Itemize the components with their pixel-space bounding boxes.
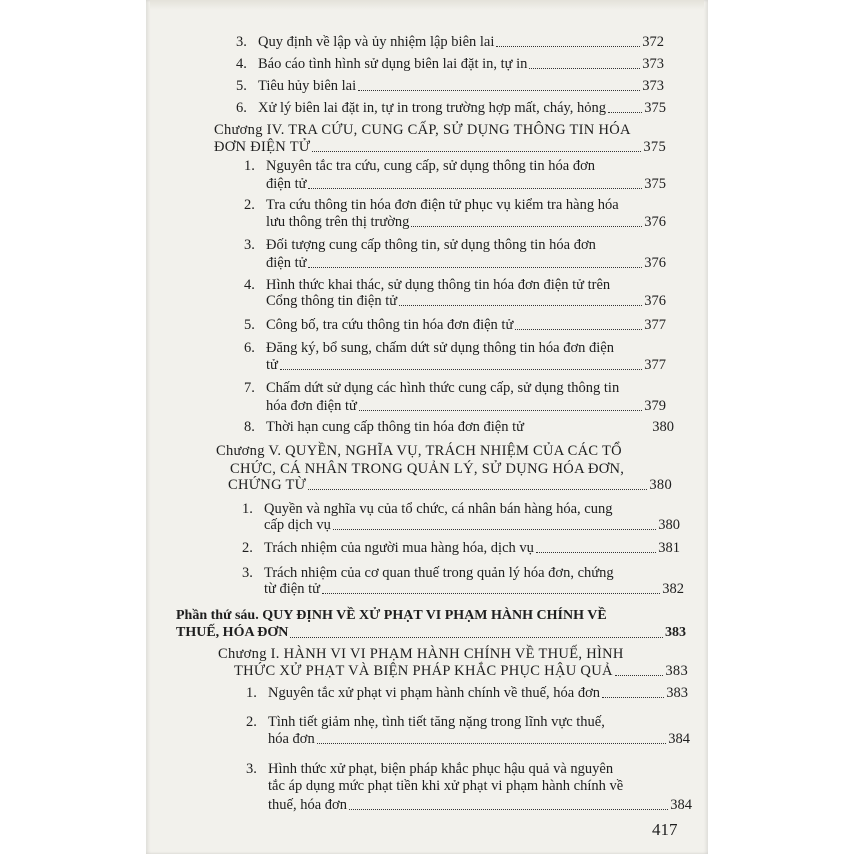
leader-dots bbox=[308, 188, 642, 189]
toc-entry-end bbox=[266, 397, 666, 415]
entry-page: 382 bbox=[662, 581, 684, 597]
leader-space bbox=[526, 431, 650, 432]
toc-entry bbox=[242, 539, 680, 557]
leader-dots bbox=[322, 593, 660, 594]
toc-entry bbox=[244, 418, 674, 436]
entry-number: 1. bbox=[246, 685, 257, 701]
entry-page: 372 bbox=[642, 34, 664, 50]
entry-title: Công bố, tra cứu thông tin hóa đơn điện tử bbox=[266, 317, 514, 333]
leader-dots bbox=[602, 697, 664, 698]
entry-title-cont: Cổng thông tin điện tử bbox=[266, 293, 398, 309]
entry-page: 373 bbox=[642, 56, 664, 72]
leader-dots bbox=[349, 809, 668, 810]
entry-number: 4. bbox=[236, 56, 247, 72]
entry-number: 2. bbox=[244, 197, 255, 213]
entry-page: 376 bbox=[644, 214, 666, 230]
entry-title-cont: tử bbox=[266, 357, 278, 373]
leader-dots bbox=[536, 552, 656, 553]
chapter-heading-text: CHỨNG TỪ bbox=[228, 477, 307, 493]
toc-entry-end bbox=[264, 580, 684, 598]
entry-title-cont: lưu thông trên thị trường bbox=[266, 214, 410, 230]
entry-page: 384 bbox=[670, 797, 692, 813]
entry-title-cont: điện tử bbox=[266, 255, 307, 271]
leader-dots bbox=[333, 529, 656, 530]
part-heading-end bbox=[176, 624, 686, 642]
entry-number: 4. bbox=[244, 277, 255, 293]
entry-number: 2. bbox=[242, 540, 253, 556]
entry-title: Trách nhiệm của cơ quan thuế trong quản lý hóa đơn, chứng bbox=[264, 565, 614, 581]
entry-title-cont: tắc áp dụng mức phạt tiền khi xử phạt vi phạm hành chính về bbox=[268, 778, 624, 794]
entry-page: 373 bbox=[642, 78, 664, 94]
leader-dots bbox=[308, 489, 647, 490]
entry-title: Hình thức khai thác, sử dụng thông tin hóa đơn điện tử trên bbox=[266, 277, 611, 293]
entry-title: Đối tượng cung cấp thông tin, sử dụng thông tin hóa đơn bbox=[266, 237, 596, 253]
toc-entry bbox=[244, 316, 666, 334]
leader-dots bbox=[411, 226, 642, 227]
chapter-heading-end bbox=[228, 476, 672, 494]
entry-page: 376 bbox=[644, 255, 666, 271]
toc-entry bbox=[236, 77, 664, 95]
entry-page: 383 bbox=[666, 685, 688, 701]
chapter-heading-text: THỨC XỬ PHẠT VÀ BIỆN PHÁP KHẮC PHỤC HẬU QUẢ bbox=[234, 663, 613, 679]
toc-entry-end bbox=[266, 254, 666, 272]
entry-title: Quy định về lập và ủy nhiệm lập biên lai bbox=[258, 34, 495, 50]
entry-number: 2. bbox=[246, 714, 257, 730]
toc-entry bbox=[246, 684, 688, 702]
entry-number: 7. bbox=[244, 380, 255, 396]
entry-page: 375 bbox=[643, 139, 666, 155]
entry-number: 6. bbox=[236, 100, 247, 116]
toc-entry bbox=[236, 33, 664, 51]
leader-dots bbox=[358, 90, 640, 91]
page-number: 417 bbox=[652, 820, 678, 839]
entry-title: Nguyên tắc xử phạt vi phạm hành chính về thuế, hóa đơn bbox=[268, 685, 601, 701]
toc-entry bbox=[236, 55, 664, 73]
leader-dots bbox=[615, 675, 664, 676]
toc-entry-end bbox=[266, 175, 666, 193]
leader-dots bbox=[317, 743, 667, 744]
entry-number: 5. bbox=[236, 78, 247, 94]
entry-title-cont: hóa đơn điện tử bbox=[266, 398, 357, 414]
entry-page: 383 bbox=[665, 663, 688, 679]
leader-dots bbox=[399, 305, 642, 306]
toc-entry-end bbox=[264, 516, 680, 534]
entry-title: Nguyên tắc tra cứu, cung cấp, sử dụng thông tin hóa đơn bbox=[266, 158, 596, 174]
entry-number: 3. bbox=[242, 565, 253, 581]
entry-number: 3. bbox=[236, 34, 247, 50]
entry-title: Tiêu hủy biên lai bbox=[258, 78, 357, 94]
entry-page: 380 bbox=[658, 517, 680, 533]
entry-page: 377 bbox=[644, 357, 666, 373]
chapter-heading-end bbox=[214, 138, 666, 156]
entry-title: Đăng ký, bổ sung, chấm dứt sử dụng thông tin hóa đơn điện bbox=[266, 340, 614, 356]
chapter-heading: Chương I. HÀNH VI VI PHẠM HÀNH CHÍNH VỀ THUẾ, HÌNH bbox=[218, 646, 624, 662]
toc-entry-end bbox=[268, 796, 692, 814]
page-top-edge bbox=[150, 0, 704, 10]
entry-page: 377 bbox=[644, 317, 666, 333]
toc-entry-end bbox=[268, 730, 690, 748]
leader-dots bbox=[280, 369, 642, 370]
leader-dots bbox=[608, 112, 642, 113]
background-right bbox=[708, 0, 854, 854]
entry-page: 375 bbox=[644, 176, 666, 192]
entry-title-cont: cấp dịch vụ bbox=[264, 517, 331, 533]
entry-number: 1. bbox=[242, 501, 253, 517]
leader-dots bbox=[359, 410, 642, 411]
entry-title: Báo cáo tình hình sử dụng biên lai đặt in, tự in bbox=[258, 56, 528, 72]
entry-number: 3. bbox=[246, 761, 257, 777]
chapter-heading: CHỨC, CÁ NHÂN TRONG QUẢN LÝ, SỬ DỤNG HÓA ĐƠN, bbox=[230, 461, 625, 477]
part-heading: Phần thứ sáu. QUY ĐỊNH VỀ XỬ PHẠT VI PHẠM HÀNH CHÍNH VỀ bbox=[176, 608, 607, 623]
entry-page: 380 bbox=[649, 477, 672, 493]
toc-entry-end bbox=[266, 213, 666, 231]
entry-title-cont: điện tử bbox=[266, 176, 307, 192]
entry-number: 8. bbox=[244, 419, 255, 435]
part-heading-text: THUẾ, HÓA ĐƠN bbox=[176, 625, 289, 640]
toc-entry-end bbox=[266, 292, 666, 310]
leader-dots bbox=[529, 68, 640, 69]
entry-number: 5. bbox=[244, 317, 255, 333]
leader-dots bbox=[290, 637, 663, 638]
entry-title-cont: từ điện tử bbox=[264, 581, 320, 597]
chapter-heading: Chương V. QUYỀN, NGHĨA VỤ, TRÁCH NHIỆM CỦA CÁC TỔ bbox=[216, 443, 622, 459]
entry-page: 380 bbox=[652, 419, 674, 435]
leader-dots bbox=[308, 267, 642, 268]
entry-page: 375 bbox=[644, 100, 666, 116]
chapter-heading-text: ĐƠN ĐIỆN TỬ bbox=[214, 139, 311, 155]
entry-title: Quyền và nghĩa vụ của tổ chức, cá nhân bán hàng hóa, cung bbox=[264, 501, 613, 517]
entry-title: Trách nhiệm của người mua hàng hóa, dịch vụ bbox=[264, 540, 534, 556]
entry-page: 383 bbox=[665, 625, 686, 640]
toc-entry-end bbox=[266, 356, 666, 374]
leader-dots bbox=[496, 46, 640, 47]
entry-title: Thời hạn cung cấp thông tin hóa đơn điện tử bbox=[266, 419, 524, 435]
entry-title-cont: thuế, hóa đơn bbox=[268, 797, 347, 813]
entry-number: 1. bbox=[244, 158, 255, 174]
entry-title-cont: hóa đơn bbox=[268, 731, 315, 747]
chapter-heading: Chương IV. TRA CỨU, CUNG CẤP, SỬ DỤNG THÔNG TIN HÓA bbox=[214, 122, 631, 138]
entry-number: 3. bbox=[244, 237, 255, 253]
toc-entry bbox=[236, 99, 666, 117]
chapter-heading-end bbox=[234, 662, 688, 680]
entry-page: 381 bbox=[658, 540, 680, 556]
leader-dots bbox=[312, 151, 641, 152]
entry-number: 6. bbox=[244, 340, 255, 356]
entry-title: Tình tiết giảm nhẹ, tình tiết tăng nặng trong lĩnh vực thuế, bbox=[268, 714, 605, 730]
entry-page: 384 bbox=[668, 731, 690, 747]
background-left bbox=[0, 0, 146, 854]
entry-page: 376 bbox=[644, 293, 666, 309]
entry-page: 379 bbox=[644, 398, 666, 414]
leader-dots bbox=[515, 329, 642, 330]
entry-title: Tra cứu thông tin hóa đơn điện tử phục vụ kiểm tra hàng hóa bbox=[266, 197, 619, 213]
entry-title: Hình thức xử phạt, biện pháp khắc phục hậu quả và nguyên bbox=[268, 761, 614, 777]
entry-title: Xử lý biên lai đặt in, tự in trong trường hợp mất, cháy, hỏng bbox=[258, 100, 607, 116]
entry-title: Chấm dứt sử dụng các hình thức cung cấp, sử dụng thông tin bbox=[266, 380, 620, 396]
